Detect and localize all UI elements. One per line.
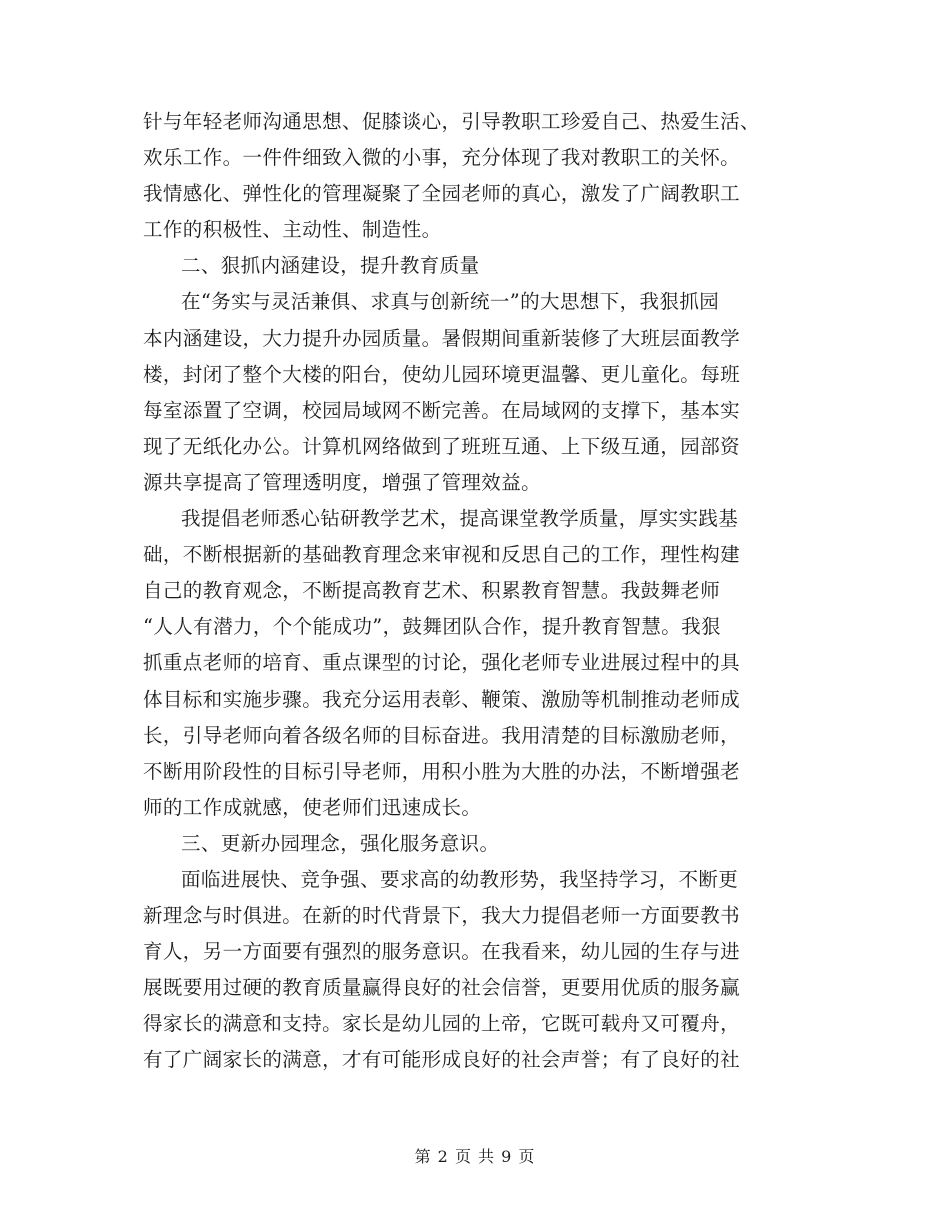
text-line: 本内涵建设，大力提升办园质量。暑假期间重新装修了大班层面教学 [143,326,741,350]
text-line: 自己的教育观念，不断提高教育艺术、积累教育智慧。我鼓舞老师 [143,579,721,603]
text-line: 针与年轻老师沟通思想、促膝谈心，引导教职工珍爱自己、热爱生活、 [143,110,760,133]
text-line: 欢乐工作。一件件细致入微的小事，充分体现了我对教职工的关怀。 [143,146,741,170]
text-line: 源共享提高了管理透明度，增强了管理效益。 [143,470,542,494]
text-line: 楼，封闭了整个大楼的阳台，使幼儿园环境更温馨、更儿童化。每班 [143,362,741,386]
text-line: 二、狠抓内涵建设，提升教育质量 [181,254,480,278]
text-line: 长，引导老师向着各级名师的目标奋进。我用清楚的目标激励老师， [143,723,741,747]
text-line: 新理念与时俱进。在新的时代背景下，我大力提倡老师一方面要教书 [143,904,741,928]
text-line: 面临进展快、竞争强、要求高的幼教形势，我坚持学习，不断更 [181,867,739,891]
text-line: 不断用阶段性的目标引导老师，用积小胜为大胜的办法，不断增强老 [143,759,741,783]
text-line: 三、更新办园理念，强化服务意识。 [181,831,500,855]
text-line: 在“务实与灵活兼俱、求真与创新统一”的大思想下，我狠抓园 [181,290,720,314]
text-line: 得家长的满意和支持。家长是幼儿园的上帝，它既可载舟又可覆舟， [143,1012,741,1036]
text-line: 展既要用过硬的教育质量赢得良好的社会信誉，更要用优质的服务赢 [143,976,741,1000]
text-line: 育人，另一方面要有强烈的服务意识。在我看来，幼儿园的生存与进 [143,940,741,964]
text-line: 础，不断根据新的基础教育理念来审视和反思自己的工作，理性构建 [143,543,741,567]
page-footer: 第 2 页 共 9 页 [414,1147,536,1166]
text-line: 我情感化、弹性化的管理凝聚了全园老师的真心，激发了广阔教职工 [143,182,741,206]
text-line: 工作的积极性、主动性、制造性。 [143,218,442,242]
text-line: 抓重点老师的培育、重点课型的讨论，强化老师专业进展过程中的具 [143,651,741,675]
text-line: “人人有潜力，个个能成功”，鼓舞团队合作，提升教育智慧。我狠 [143,615,721,639]
text-line: 每室添置了空调，校园局域网不断完善。在局域网的支撑下，基本实 [143,398,741,422]
text-line: 师的工作成就感，使老师们迅速成长。 [143,795,482,819]
document-body [143,104,813,1079]
text-line: 现了无纸化办公。计算机网络做到了班班互通、上下级互通，园部资 [143,434,741,458]
text-line: 体目标和实施步骤。我充分运用表彰、鞭策、激励等机制推动老师成 [143,687,741,711]
text-line: 我提倡老师悉心钻研教学艺术，提高课堂教学质量，厚实实践基 [181,507,739,531]
text-line: 有了广阔家长的满意，才有可能形成良好的社会声誉；有了良好的社 [143,1048,741,1072]
